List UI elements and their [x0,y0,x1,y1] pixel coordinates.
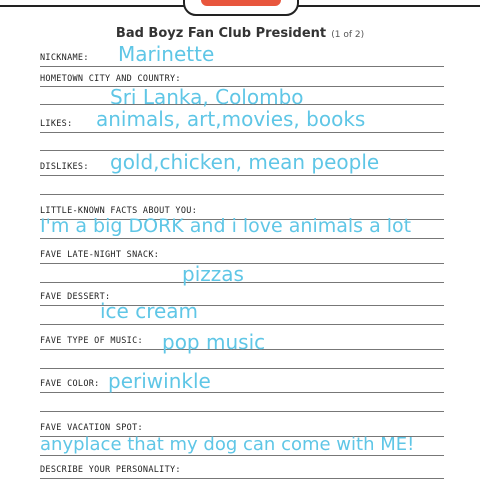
header-badge [183,0,299,16]
music-label: FAVE TYPE OF MUSIC: [40,336,143,346]
nickname-label: NICKNAME: [40,53,89,63]
dislikes-line-1 [40,175,444,176]
color-label: FAVE COLOR: [40,379,100,389]
color-line-1 [40,392,444,393]
vacation-answer: anyplace that my dog can come with ME! [40,434,415,455]
likes-label: LIKES: [40,119,73,129]
likes-line-1 [40,132,444,133]
page-indicator: (1 of 2) [331,30,365,40]
facts-line-2 [40,238,444,239]
dislikes-answer: gold,chicken, mean people [110,150,380,174]
header-badge-fill [201,0,281,6]
dessert-line-2 [40,324,444,325]
dislikes-label: DISLIKES: [40,162,89,172]
dessert-answer: ice cream [100,299,199,323]
vacation-label: FAVE VACATION SPOT: [40,423,143,433]
hometown-answer: Sri Lanka, Colombo [110,85,304,109]
nickname-line [40,66,444,67]
music-answer: pop music [162,330,266,354]
music-line-2 [40,368,444,369]
color-answer: periwinkle [108,369,211,393]
form-title [0,22,480,41]
facts-label: LITTLE-KNOWN FACTS ABOUT YOU: [40,206,198,216]
nickname-answer: Marinette [118,42,215,66]
dislikes-line-2 [40,194,444,195]
color-line-2 [40,411,444,412]
snack-label: FAVE LATE-NIGHT SNACK: [40,250,160,260]
personality-line-1 [40,478,444,479]
facts-answer: I'm a big DORK and i love animals a lot [40,215,412,237]
dessert-label: FAVE DESSERT: [40,292,111,302]
snack-answer: pizzas [182,262,244,286]
hometown-label: HOMETOWN CITY AND COUNTRY: [40,74,181,84]
vacation-line-2 [40,455,444,456]
personality-label: DESCRIBE YOUR PERSONALITY: [40,465,181,475]
form-title-text: Bad Boyz Fan Club President [115,26,327,41]
likes-answer: animals, art,movies, books [96,107,366,131]
